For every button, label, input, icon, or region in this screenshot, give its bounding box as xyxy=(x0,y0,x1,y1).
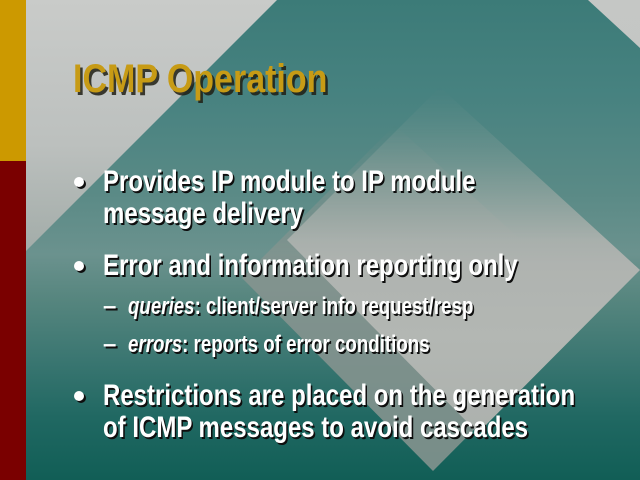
sub-bullet-item xyxy=(103,293,571,320)
bullet-line: message delivery xyxy=(103,197,304,230)
sub-bullet-text xyxy=(128,294,473,320)
sub-bullet-dash-icon: – xyxy=(103,293,117,320)
sub-bullet-dash-icon: – xyxy=(103,331,117,358)
maroon-stripe xyxy=(0,161,26,480)
bullet-item xyxy=(103,166,569,230)
bullet-text xyxy=(103,380,575,444)
bullet-dot-icon xyxy=(74,177,84,187)
slide-title xyxy=(73,58,372,100)
sub-bullet-item xyxy=(103,331,515,358)
gold-stripe xyxy=(0,0,26,161)
bullet-text xyxy=(103,250,518,282)
bullet-item xyxy=(103,380,640,444)
bullet-line: Error and information reporting only xyxy=(103,249,518,282)
sub-bullet-lead: errors xyxy=(128,331,183,358)
bullet-text xyxy=(103,166,476,230)
sub-bullet-text xyxy=(128,332,430,358)
bullet-line: Restrictions are placed on the generation xyxy=(103,379,576,412)
bullet-line: of ICMP messages to avoid cascades xyxy=(103,411,529,444)
bullet-dot-icon xyxy=(74,261,84,271)
sub-bullet-rest: : reports of error conditions xyxy=(182,331,430,358)
sub-bullet-lead: queries xyxy=(128,293,195,320)
bullet-dot-icon xyxy=(74,391,84,401)
bullet-item xyxy=(103,250,621,282)
sub-bullet-rest: : client/server info request/resp xyxy=(194,293,474,320)
bullet-line: Provides IP module to IP module xyxy=(103,165,476,198)
slide-title-text: ICMP Operation xyxy=(73,57,328,101)
